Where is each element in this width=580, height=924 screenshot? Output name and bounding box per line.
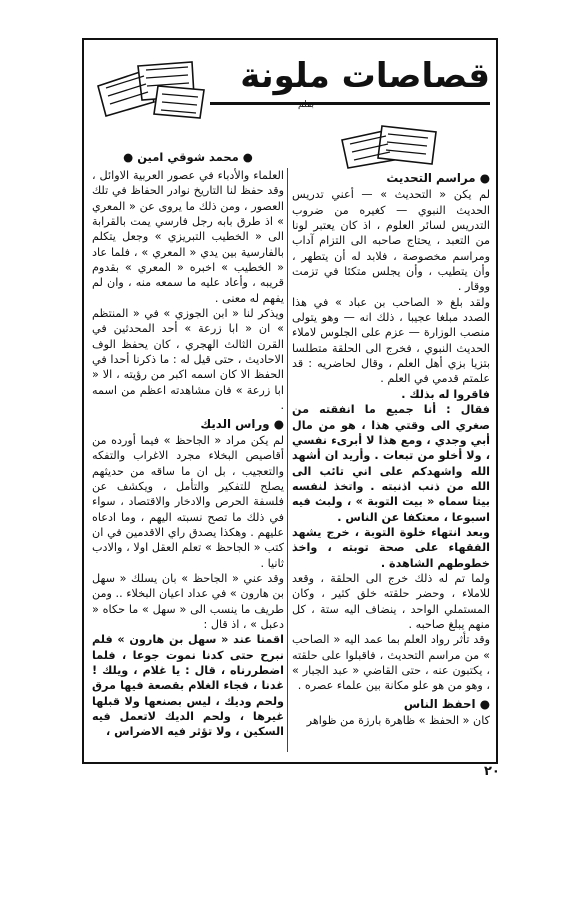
right-column	[292, 168, 490, 728]
paragraph: لم يكن مراد « الجاحظ » فيما أورده من أقاصيص البخلاء مجرد الاغراب والتفكه والتعجيب ، بل ان ما ساقه من حديثهم يصلح للتفكير والتأمل ، ويكشف عن فلسفة الحرص والادخار والاقتصاد ، سواء في ذلك ما تصح نسبته اليهم ، وما ادعاه عليهم . وهكذا يصدق راي الاقدمين في ان كتب « الجاحظ » تعلم العقل اولا ، والادب ثانيا .	[92, 433, 284, 570]
column-separator	[287, 168, 288, 752]
paragraph: فقال : أنا جميع ما انفقته من صغري الى وقتي هذا ، هو من مال أبي وجدي ، ومع هذا لا أبرىء نفسي ، ولا أخلو من تبعات . وأريد ان أشهد الله واشهدكم على اني تائب الى الله من ذنب اذنبته . واتخذ لنفسه بيتا سماه « بيت التوبة » ، ولبث فيه اسبوعا ، معتكفا عن الناس .	[292, 403, 490, 524]
paragraph: وقد عني « الجاحظ » بان يسلك « سهل بن هارون » في عداد اعيان البخلاء .. ومن طريف ما ينسب الى « سهل » ما حكاه « دعبل » ، اذ قال :	[92, 571, 284, 631]
page-number: ٢٠	[484, 764, 500, 779]
paragraph: لم يكن « التحديث » — أعني تدريس الحديث النبوي — كغيره من ضروب التدريس لسائر العلوم ، اذ كان يعتبر لونا من التعبد ، يحتاج صاحبه الى التزام آداب ومراسم مخصوصة ، فلابد له أن يتطهر ، وأن يتطيب ، وأن يجلس متكئا في تزمت ووقار .	[292, 188, 490, 294]
paper-clippings-illustration	[92, 56, 210, 126]
paragraph: فاقروا له بذلك .	[401, 387, 490, 401]
column-banner	[210, 52, 490, 116]
paragraph: ولقد بلغ « الصاحب بن عباد » في هذا الصدد مبلغا عجيبا ، ذلك انه — وهو يتولى منصب الوزارة — عزم على الجلوس لاملاء الحديث النبوي ، فخرج الى الحلقة متطلسا بتزيا بزي أهل العلم ، وقال لحاضريه : قد علمتم قدمي في العلم .	[292, 295, 490, 386]
section-heading-memorizers: ● احفظ الناس	[403, 696, 490, 711]
column-title: قصاصات ملونة	[210, 52, 490, 105]
byline-label: بقلم	[298, 100, 315, 110]
paragraph: كان « الحفظ » ظاهرة بارزة من ظواهر	[306, 714, 490, 728]
paragraph: ولما تم له ذلك خرج الى الحلقة ، وقعد للاملاء ، وحضر حلقته خلق كثير ، وكان المستملي الواحد ، ينضاف اليه ستة ، كل منهم يبلغ صاحبه .	[292, 571, 490, 631]
paragraph: العلماء والأدباء في عصور العربية الاوائل ، وقد حفظ لنا التاريخ نوادر الحفاظ في تلك العصور ، ومن ذلك ما يروى عن « المعري » اذ طرق بابه رجل فارسي يمت بالقرابة الى « الخطيب التبريزي » وجعل يتكلم بالفارسية بين يدي « المعري » ، فلما عاد « الخطيب » اخبره « المعري » بقدوم قريبه ، وأعاد عليه ما سمعه منه ، وان لم يفهم له معنى .	[92, 169, 284, 305]
paper-clippings-small-illustration	[338, 122, 442, 172]
section-heading-hadith-rites: ● مراسم التحديث	[386, 171, 490, 185]
author-byline: ● محمد شوقي امين ●	[123, 150, 253, 164]
section-heading-rooster-head: ● وراس الديك	[200, 416, 284, 431]
paragraph: اقمنا عند « سهل بن هارون » فلم نبرح حتى كدنا نموت جوعا ، فلما اضطررناه ، قال : يا غلام ، ويلك ! غدنا ، فجاء الغلام بقصعة فيها مرق ولحم وديك ، ليس بصنعها ولا قبلها غيرها ، ولحم الديك لاتعمل فيه السكين ، ولا تؤثر فيه الاضراس ،	[92, 633, 284, 739]
paragraph: وقد تأثر رواد العلم بما عمد اليه « الصاحب » من مراسم التحديث ، فاقبلوا على حلقته ، يكتبون عنه ، حتى القاضي « عبد الجبار » ، وهو من هو علو مكانة بين علماء عصره .	[292, 633, 490, 693]
paragraph: ويذكر لنا « ابن الجوزي » في « المنتظم » ان « ابا زرعة » أحد المحدثين في القرن الثالث الهجري ، كان يحفظ الوف الاحاديث ، حتى قيل له : ما ذكرنا أحدا في الحفظ الا كان اسمه اكبر من رؤيته ، الا « ابا زرعة » فان مشاهدته اعظم من اسمه .	[92, 307, 284, 413]
paragraph: وبعد انتهاء خلوة التوبة ، خرج يشهد الفقهاء على صحة توبته ، واخذ خطوطهم الشاهدة .	[292, 525, 490, 570]
left-column	[92, 168, 284, 740]
